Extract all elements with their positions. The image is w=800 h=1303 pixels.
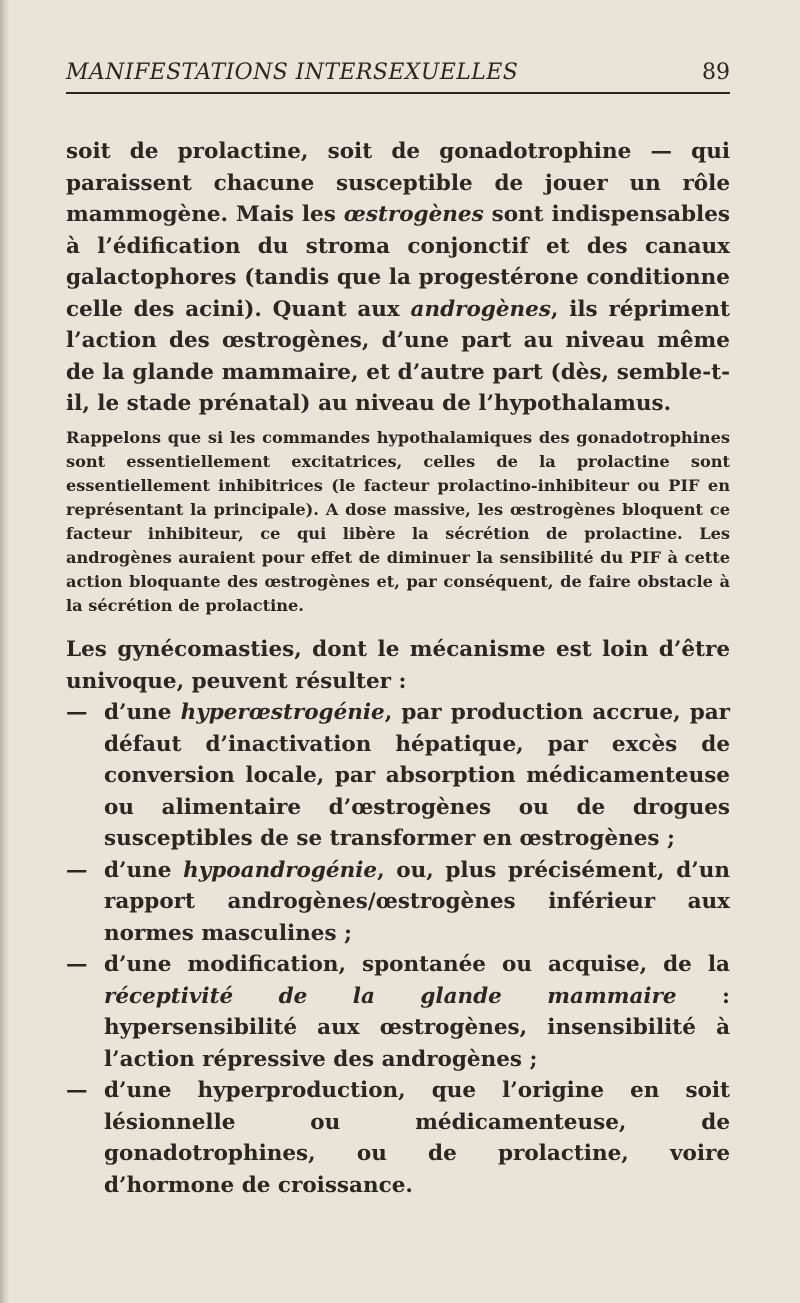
causes-list	[66, 697, 730, 1201]
dash-marker: —	[66, 952, 88, 978]
emphasis-oestrogenes: œstrogènes	[343, 202, 484, 227]
item-text: : hypersensibilité aux œstrogènes, insensibilité à l’action répressive des androgènes ;	[104, 983, 730, 1072]
running-head	[66, 58, 730, 94]
paragraph-text: , ils répriment l’action des œstrogènes, d’une part au niveau même de la glande mammaire, et d’autre part (dès, semble-t-il, le stade prénatal) au niveau de l’hypothalamus.	[66, 296, 730, 416]
item-text: d’une hyperproduction, que l’origine en soit lésionnelle ou médicamenteuse, de gonadotrophines, ou de prolactine, voire d’hormone de croissance.	[104, 1078, 730, 1198]
emphasis-hyperoestrogenie: hyperœstrogénie	[180, 700, 385, 726]
running-head-title: MANIFESTATIONS INTERSEXUELLES	[66, 60, 519, 85]
item-text: , ou, plus précisément, d’un rapport androgènes/œstrogènes inférieur aux normes masculines ;	[104, 857, 730, 946]
dash-marker: —	[66, 857, 88, 883]
page-number: 89	[702, 60, 730, 85]
paragraph-gynecomasties: Les gynécomasties, dont le mécanisme est loin d’être univoque, peuvent résulter :	[66, 637, 730, 694]
emphasis-hypoandrogenie: hypoandrogénie	[183, 857, 378, 883]
dash-marker: —	[66, 700, 88, 726]
item-text: d’une	[104, 857, 184, 883]
book-page	[66, 58, 730, 1201]
paragraph-hormonal-roles	[66, 136, 730, 420]
item-text: d’une modification, spontanée ou acquise, de la	[104, 952, 730, 978]
item-text: d’une	[104, 700, 181, 726]
body-text	[66, 136, 730, 1201]
paragraph-text: sont indispensables à l’édification du stroma conjonctif et des canaux galactophores (tandis que la progestérone conditionne celle des acini). Quant aux	[66, 202, 731, 322]
paragraph-text: soit de prolactine, soit de gonadotrophine — qui paraissent chacune susceptible de jouer un rôle mammogène. Mais les	[66, 139, 730, 227]
list-item	[66, 949, 730, 1075]
list-item	[66, 855, 730, 950]
emphasis-androgenes: androgènes	[410, 296, 551, 322]
item-text: , par production accrue, par défaut d’inactivation hépatique, par excès de conversion locale, par absorption médicamenteuse ou alimentaire d’œstrogènes ou de drogues susceptibles de se transformer en œstrogènes ;	[104, 700, 730, 852]
dash-marker: —	[66, 1078, 88, 1104]
note-paragraph: Rappelons que si les commandes hypothalamiques des gonadotrophines sont essentiellement excitatrices, celles de la prolactine sont essentiellement inhibitrices (le facteur prolactino-inhibiteur ou PIF en représentant la principale). A dose massive, les œstrogènes bloquent ce facteur inhibiteur, ce qui libère la sécrétion de prolactine. Les androgènes auraient pour effet de diminuer la sensibilité du PIF à cette action bloquante des œstrogènes et, par conséquent, de faire obstacle à la sécrétion de prolactine.	[66, 427, 730, 616]
list-item	[66, 697, 730, 855]
list-item	[66, 1075, 730, 1201]
emphasis-receptivite: réceptivité de la glande mammaire	[104, 983, 677, 1009]
page-binding-shadow	[0, 0, 9, 1303]
